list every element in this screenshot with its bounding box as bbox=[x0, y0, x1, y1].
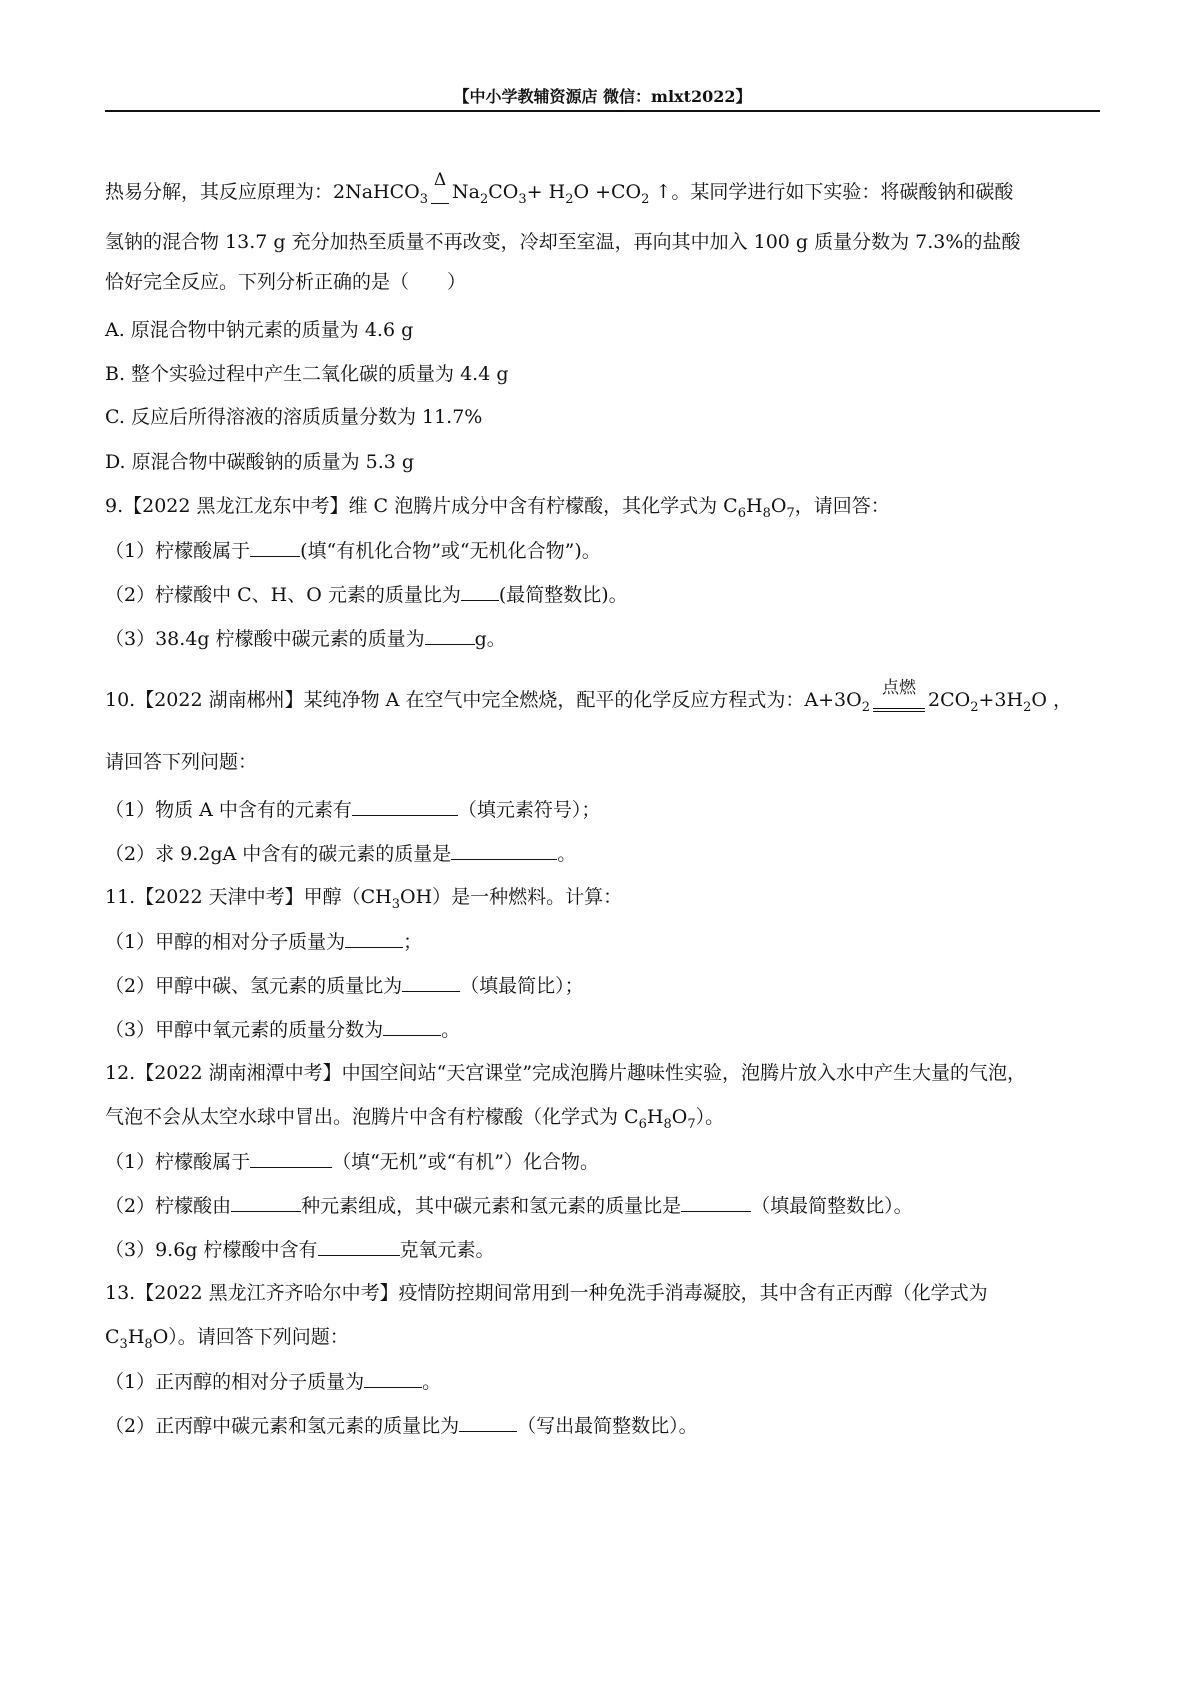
q11-p3-post: 。 bbox=[441, 1019, 461, 1041]
q10-stem-pre: 10.【2022 湖南郴州】某纯净物 A 在空气中完全燃烧，配平的化学反应方程式为：A+3O bbox=[105, 689, 862, 711]
q8-line1-pre: 热易分解，其反应原理为： bbox=[105, 181, 334, 203]
q8-line3: 恰好完全反应。下列分析正确的是（ ） bbox=[105, 271, 467, 293]
q11-p1-pre: （1）甲醇的相对分子质量为 bbox=[105, 931, 346, 953]
answer-blank[interactable] bbox=[402, 973, 460, 992]
q13-line1: 13.【2022 黑龙江齐齐哈尔中考】疫情防控期间常用到一种免洗手消毒凝胶，其中含有正丙醇（化学式为 bbox=[105, 1282, 988, 1304]
q12-part3 bbox=[105, 1237, 1100, 1262]
q8-equation bbox=[333, 169, 672, 207]
answer-blank[interactable] bbox=[345, 929, 403, 948]
q10-sub1: 2 bbox=[861, 699, 870, 715]
q11-sub1: 3 bbox=[391, 896, 400, 912]
q8-option-c: C. 反应后所得溶液的溶质质量分数为 11.7% bbox=[105, 406, 483, 428]
q10-r1: 2CO bbox=[928, 689, 971, 711]
q11-part2 bbox=[105, 973, 1100, 998]
q8-line1-post: 。某同学进行如下实验：将碳酸钠和碳酸 bbox=[671, 181, 1014, 203]
q10-p1-pre: （1）物质 A 中含有的元素有 bbox=[105, 799, 352, 821]
q12-line1: 12.【2022 湖南湘潭中考】中国空间站“天宫课堂”完成泡腾片趣味性实验，泡腾片放入水中产生大量的气泡， bbox=[105, 1062, 1027, 1084]
eq-r-sub2: 3 bbox=[518, 191, 527, 207]
q10-part2 bbox=[105, 841, 1100, 866]
answer-blank[interactable] bbox=[352, 797, 458, 816]
q12-sub1: 6 bbox=[638, 1116, 647, 1132]
q12-m1: H bbox=[646, 1106, 664, 1128]
q10-r2: +3H bbox=[978, 689, 1024, 711]
q12-p3-pre: （3）9.6g 柠檬酸中含有 bbox=[105, 1239, 318, 1261]
eq-left-sub: 3 bbox=[419, 191, 429, 207]
q9-sub3: 7 bbox=[786, 505, 795, 521]
q10-stem bbox=[105, 677, 1100, 720]
q12-p3-post: 克氧元素。 bbox=[399, 1239, 495, 1261]
answer-blank[interactable] bbox=[459, 1413, 517, 1432]
q12-p2-mid: 种元素组成，其中碳元素和氢元素的质量比是 bbox=[301, 1195, 682, 1217]
q9-m2: O bbox=[770, 495, 787, 517]
eq-left: 2NaHCO bbox=[333, 181, 420, 203]
answer-blank[interactable] bbox=[364, 1369, 422, 1388]
answer-blank[interactable] bbox=[318, 1237, 400, 1256]
q8-option-a: A. 原混合物中钠元素的质量为 4.6 g bbox=[105, 319, 414, 341]
answer-blank[interactable] bbox=[425, 626, 475, 645]
q9-part2 bbox=[105, 582, 1100, 607]
q11-part3 bbox=[105, 1017, 1100, 1042]
q12-part2 bbox=[105, 1193, 1100, 1218]
q10-p1-post: （填元素符号）； bbox=[457, 799, 601, 821]
q11-p3-pre: （3）甲醇中氧元素的质量分数为 bbox=[105, 1019, 384, 1041]
eq-r3: + H bbox=[526, 181, 566, 203]
q12-p2-post: （填最简整数比）。 bbox=[751, 1195, 913, 1217]
eq-r-sub1: 2 bbox=[479, 191, 489, 207]
q9-stem-pre: 9.【2022 黑龙江龙东中考】维 C 泡腾片成分中含有柠檬酸，其化学式为 C bbox=[105, 495, 738, 517]
delta-symbol: Δ bbox=[433, 169, 447, 190]
q13-m1: H bbox=[127, 1326, 145, 1348]
q9-part3 bbox=[105, 626, 1100, 651]
answer-blank[interactable] bbox=[681, 1193, 751, 1212]
q13-p2-pre: （2）正丙醇中碳元素和氢元素的质量比为 bbox=[105, 1415, 460, 1437]
q9-p1-pre: （1）柠檬酸属于 bbox=[105, 540, 251, 562]
eq-r4: O +CO bbox=[573, 181, 642, 203]
header-rule bbox=[105, 110, 1100, 112]
heat-condition bbox=[431, 169, 449, 212]
q12-p1-post: （填“无机”或“有机”）化合物。 bbox=[332, 1151, 599, 1173]
page-header: 【中小学教辅资源店 微信：mlxt2022】 bbox=[453, 87, 752, 106]
q13-line2-post: O）。请回答下列问题： bbox=[152, 1326, 349, 1348]
answer-blank[interactable] bbox=[383, 1017, 441, 1036]
answer-blank[interactable] bbox=[250, 538, 300, 557]
q8-option-b: B. 整个实验过程中产生二氧化碳的质量为 4.4 g bbox=[105, 363, 509, 385]
q13-p1-post: 。 bbox=[422, 1371, 442, 1393]
q9-stem bbox=[105, 494, 1100, 526]
q9-p1-post: (填“有机化合物”或“无机化合物”)。 bbox=[300, 540, 601, 562]
q11-stem-post: OH）是一种燃料。计算： bbox=[400, 886, 623, 908]
q11-p2-pre: （2）甲醇中碳、氢元素的质量比为 bbox=[105, 975, 403, 997]
q9-part1 bbox=[105, 538, 1100, 563]
eq-r1: Na bbox=[452, 181, 480, 203]
q10-p2-pre: （2）求 9.2gA 中含有的碳元素的质量是 bbox=[105, 843, 452, 865]
q10-line2: 请回答下列问题： bbox=[105, 751, 258, 773]
q12-p1-pre: （1）柠檬酸属于 bbox=[105, 1151, 251, 1173]
q13-sub2: 8 bbox=[144, 1336, 153, 1352]
q13-part2 bbox=[105, 1413, 1100, 1438]
q12-line2-post: ）。 bbox=[695, 1106, 725, 1128]
answer-blank[interactable] bbox=[461, 582, 499, 601]
q10-part1 bbox=[105, 797, 1100, 822]
q8-option-d: D. 原混合物中碳酸钠的质量为 5.3 g bbox=[105, 451, 415, 473]
q11-p2-post: （填最简比）； bbox=[460, 975, 584, 997]
q12-line2-pre: 气泡不会从太空水球中冒出。泡腾片中含有柠檬酸（化学式为 C bbox=[105, 1106, 639, 1128]
eq-r2: CO bbox=[488, 181, 519, 203]
q13-p2-post: （写出最简整数比）。 bbox=[517, 1415, 698, 1437]
q9-p2-post: (最简整数比)。 bbox=[498, 584, 628, 606]
q8-line1 bbox=[105, 169, 1100, 212]
q10-sub3: 2 bbox=[1023, 699, 1032, 715]
q9-p3-post: g。 bbox=[474, 628, 506, 650]
q12-sub2: 8 bbox=[663, 1116, 672, 1132]
ignite-condition bbox=[873, 677, 925, 720]
answer-blank[interactable] bbox=[250, 1149, 332, 1168]
q13-line2-pre: C bbox=[105, 1326, 120, 1348]
q9-stem-post: ，请回答： bbox=[794, 495, 890, 517]
q13-sub1: 3 bbox=[119, 1336, 128, 1352]
ignite-label: 点燃 bbox=[882, 677, 916, 698]
q9-sub2: 8 bbox=[762, 505, 771, 521]
answer-blank[interactable] bbox=[451, 841, 557, 860]
q12-part1 bbox=[105, 1149, 1100, 1174]
q12-p2-pre: （2）柠檬酸由 bbox=[105, 1195, 232, 1217]
q13-line2 bbox=[105, 1325, 1100, 1357]
q11-stem-pre: 11.【2022 天津中考】甲醇（CH bbox=[105, 886, 392, 908]
q9-m1: H bbox=[746, 495, 763, 517]
q8-line2: 氢钠的混合物 13.7 g 充分加热至质量不再改变，冷却至室温，再向其中加入 100 g 质量分数为 7.3%的盐酸 bbox=[105, 231, 1021, 253]
q11-stem bbox=[105, 885, 1100, 917]
answer-blank[interactable] bbox=[231, 1193, 301, 1212]
q11-p1-post: ； bbox=[403, 931, 423, 953]
q10-r3: O ， bbox=[1031, 689, 1072, 711]
q12-line2 bbox=[105, 1105, 1100, 1137]
q9-p3-pre: （3）38.4g 柠檬酸中碳元素的质量为 bbox=[105, 628, 425, 650]
q12-m2: O bbox=[671, 1106, 688, 1128]
q10-p2-post: 。 bbox=[557, 843, 577, 865]
q10-sub2: 2 bbox=[970, 699, 979, 715]
gas-arrow: ↑ bbox=[649, 181, 672, 203]
q9-p2-pre: （2）柠檬酸中 C、H、O 元素的质量比为 bbox=[105, 584, 461, 606]
q12-sub3: 7 bbox=[687, 1116, 696, 1132]
eq-r-sub4: 2 bbox=[641, 191, 650, 207]
q11-part1 bbox=[105, 929, 1100, 954]
q13-part1 bbox=[105, 1369, 1100, 1394]
eq-r-sub3: 2 bbox=[565, 191, 574, 207]
q13-p1-pre: （1）正丙醇的相对分子质量为 bbox=[105, 1371, 365, 1393]
q9-sub1: 6 bbox=[737, 505, 746, 521]
